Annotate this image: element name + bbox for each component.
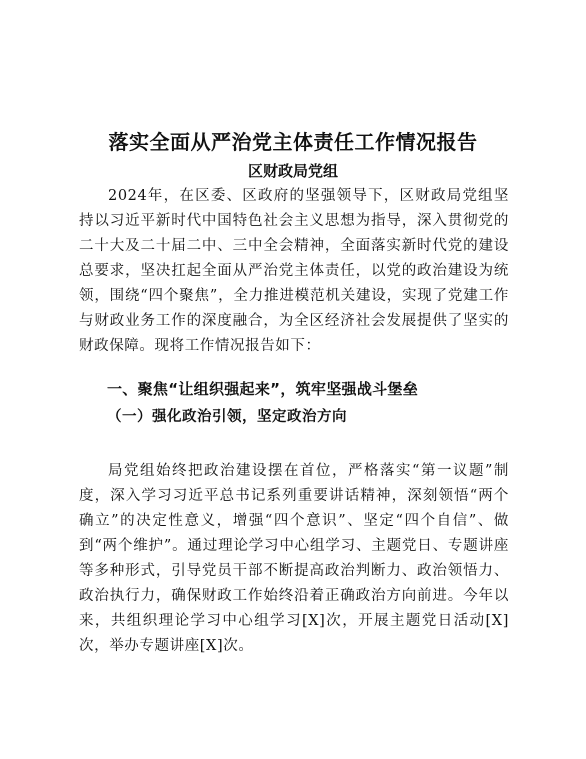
section-heading: 一、聚焦“让组织强起来”，筑牢坚强战斗堡垒 (107, 380, 419, 398)
document-title: 落实全面从严治党主体责任工作情况报告 (108, 130, 478, 154)
document-author: 区财政局党组 (247, 162, 338, 180)
subsection-heading: （一）强化政治引领，坚定政治方向 (107, 408, 347, 425)
intro-paragraph: 2024年，在区委、区政府的坚强领导下，区财政局党组坚持以习近平新时代中国特色社会主义思想为指导，深入贯彻党的二十大及二十届二中、三中全会精神，全面落实新时代党的建设总要求，坚决扛起全面从严治党主体责任，以党的政治建设为统领，围绕“四个聚焦”，全力推进模范机关建设，实现了党建工作与财政业务工作的深度融合，为全区经济社会发展提供了坚实的财政保障。现将工作情况报告如下： (79, 188, 509, 354)
subsection-paragraph: 局党组始终把政治建设摆在首位，严格落实“第一议题”制度，深入学习习近平总书记系列重要讲话精神，深刻领悟“两个确立”的决定性意义，增强“四个意识”、坚定“四个自信”、做到“两个维护”。通过理论学习中心组学习、主题党日、专题讲座等多种形式，引导党员干部不断提高政治判断力、政治领悟力、政治执行力，确保财政工作始终沿着正确政治方向前进。今年以来，共组织理论学习中心组学习[X]次，开展主题党日活动[X]次，举办专题讲座[X]次。 (79, 463, 509, 654)
